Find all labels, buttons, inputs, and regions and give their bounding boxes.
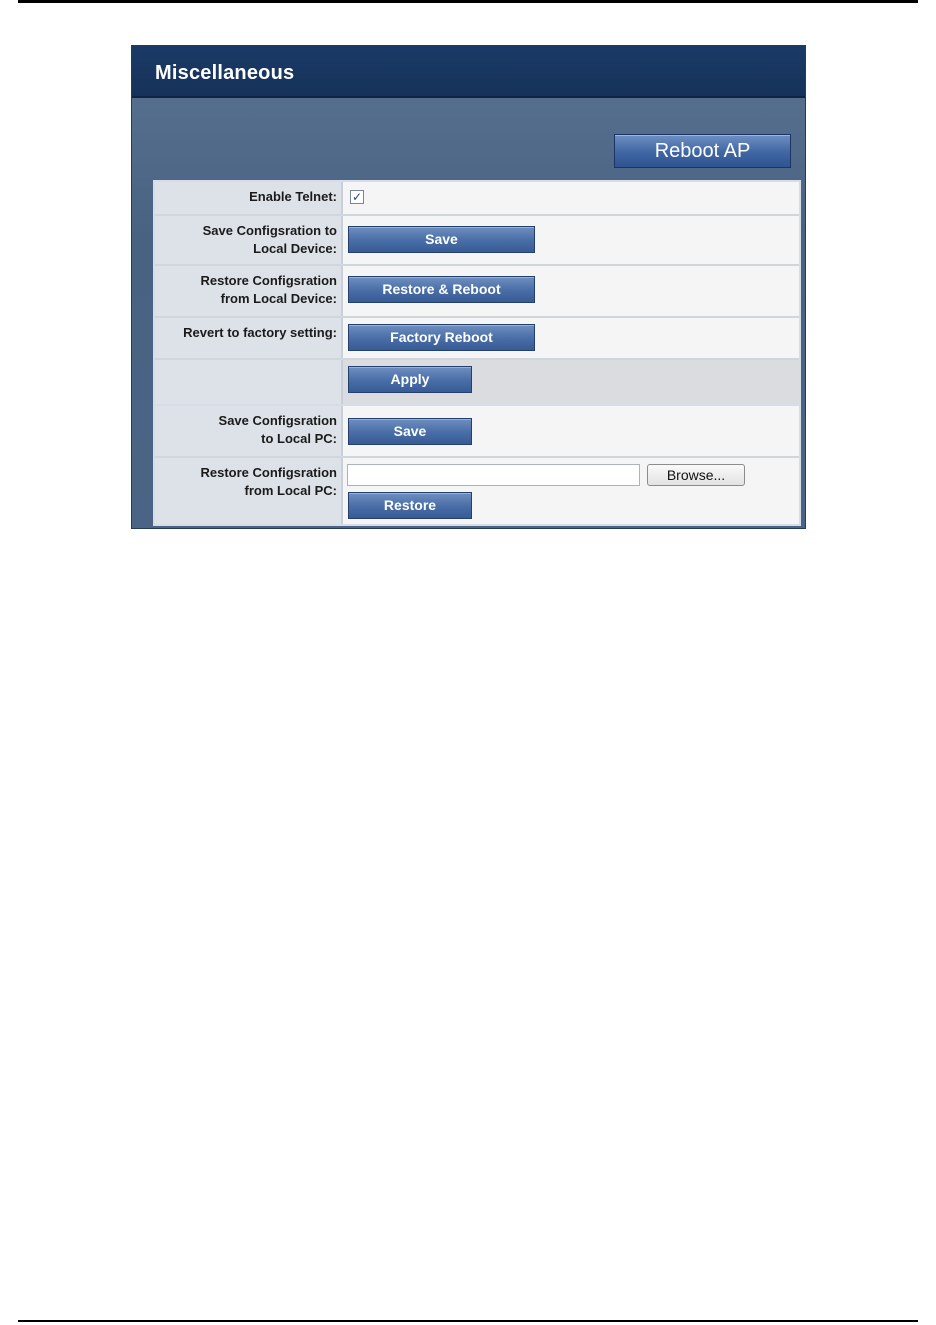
save-local-device-value-cell <box>343 216 799 264</box>
restore-local-pc-value-cell <box>343 458 799 524</box>
restore-local-device-label <box>155 266 343 316</box>
restore-local-pc-label-line2: from Local PC: <box>244 483 337 498</box>
restore-local-pc-label <box>155 458 343 524</box>
apply-label-cell <box>155 360 343 404</box>
restore-reboot-button[interactable]: Restore & Reboot <box>348 276 535 303</box>
restore-local-device-row <box>155 266 799 318</box>
apply-row <box>155 360 799 404</box>
factory-value-cell <box>343 318 799 358</box>
restore-local-pc-button[interactable]: Restore <box>348 492 472 519</box>
config-file-input[interactable] <box>347 464 640 486</box>
factory-row <box>155 318 799 360</box>
save-local-device-row <box>155 216 799 266</box>
telnet-label-text: Enable Telnet: <box>249 189 337 204</box>
save-local-pc-label <box>155 406 343 456</box>
panel-title: Miscellaneous <box>155 62 295 84</box>
factory-label-text: Revert to factory setting: <box>183 325 337 340</box>
page-bottom-rule <box>18 1320 918 1322</box>
restore-local-pc-row <box>155 458 799 524</box>
save-local-pc-row <box>155 406 799 458</box>
apply-button[interactable]: Apply <box>348 366 472 393</box>
factory-label <box>155 318 343 358</box>
factory-reboot-button[interactable]: Factory Reboot <box>348 324 535 351</box>
telnet-label <box>155 182 343 214</box>
restore-local-device-label-line1: Restore Configsration <box>200 273 337 288</box>
apply-value-cell <box>343 360 799 404</box>
device-config-table <box>153 180 801 406</box>
save-local-device-label-line2: Local Device: <box>253 241 337 256</box>
restore-local-device-value-cell <box>343 266 799 316</box>
enable-telnet-checkbox[interactable]: ✓ <box>351 190 363 204</box>
page-top-rule <box>18 0 918 3</box>
save-local-device-label-line1: Save Configsration to <box>202 223 337 238</box>
telnet-row <box>155 182 799 216</box>
reboot-ap-button[interactable]: Reboot AP <box>614 134 791 168</box>
save-local-pc-value-cell <box>343 406 799 456</box>
restore-local-pc-label-line1: Restore Configsration <box>200 465 337 480</box>
save-local-pc-label-line1: Save Configsration <box>218 413 337 428</box>
miscellaneous-panel <box>131 45 806 529</box>
telnet-value-cell <box>343 182 799 214</box>
browse-button[interactable]: Browse... <box>647 464 745 486</box>
restore-local-device-label-line2: from Local Device: <box>220 291 337 306</box>
save-local-pc-label-line2: to Local PC: <box>261 431 337 446</box>
save-local-device-label <box>155 216 343 264</box>
panel-header <box>132 46 805 98</box>
save-local-device-button[interactable]: Save <box>348 226 535 253</box>
pc-config-table <box>153 404 801 526</box>
save-local-pc-button[interactable]: Save <box>348 418 472 445</box>
